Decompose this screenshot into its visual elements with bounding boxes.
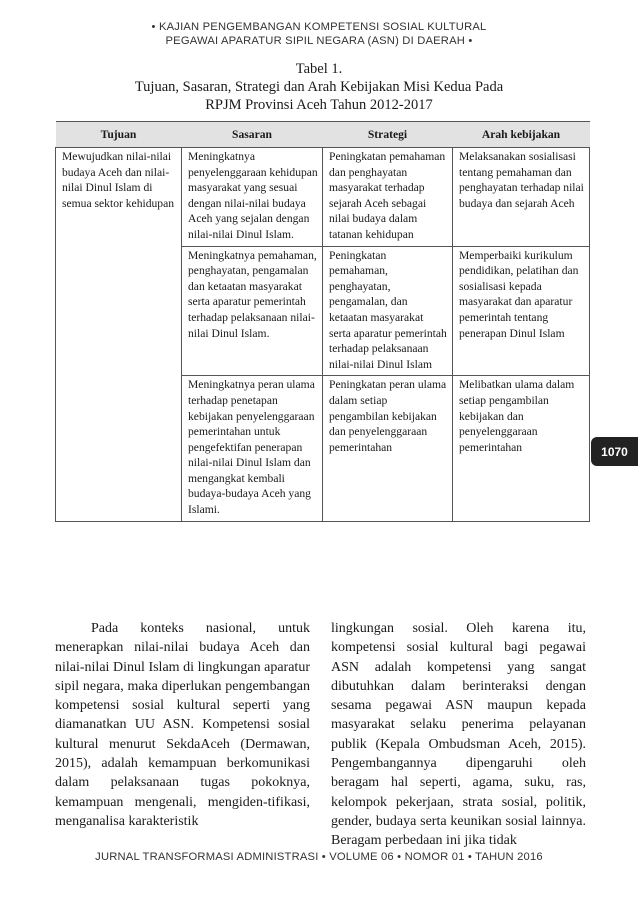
table-row <box>56 148 590 247</box>
cell-sasaran: Meningkatnya peran ulama terhadap penetapan kebijakan penyelenggaraan pemerintahan untuk pengefektifan penerapan nilai-nilai Dinul Islam dan mengangkat kembali budaya-budaya Aceh yang Islami. <box>182 376 323 521</box>
body-paragraph-left: Pada konteks nasional, untuk menerapkan nilai-nilai budaya Aceh dan nilai-nilai Dinul Islam di lingkungan aparatur sipil negara, maka diperlukan pengembangan kompetensi sosial kultural seperti yang diamanatkan UU ASN. Kompetensi sosial kultural menurut SekdaAceh (Dermawan, 2015), adalah kemampuan berkomunikasi dalam pelaksanaan tugas pokoknya, kemampuan mengenali, mengiden-tifikasi, menganalisa karakteristik <box>55 621 310 829</box>
body-column-right <box>331 619 586 851</box>
cell-strategi: Peningkatan pemahaman dan penghayatan masyarakat terhadap sejarah Aceh sebagai nilai budaya dalam tatanan kehidupan <box>323 148 453 247</box>
cell-arah: Memperbaiki kurikulum pendidikan, pelatihan dan sosialisasi kepada masyarakat dan aparatur pemerintah tentang penerapan Dinul Islam <box>453 246 590 376</box>
table-title-line-2: RPJM Provinsi Aceh Tahun 2012-2017 <box>205 97 433 113</box>
table-label: Tabel 1. <box>295 61 343 77</box>
table-caption <box>0 60 638 114</box>
policy-table <box>55 121 590 522</box>
running-footer: JURNAL TRANSFORMASI ADMINISTRASI • VOLUME 06 • NOMOR 01 • TAHUN 2016 <box>95 851 543 863</box>
cell-strategi: Peningkatan peran ulama dalam setiap pengambilan kebijakan dan penyelenggaraan pemerintahan <box>323 376 453 521</box>
header-arah-kebijakan: Arah kebijakan <box>453 122 590 148</box>
body-paragraph-right: lingkungan sosial. Oleh karena itu, kompetensi sosial kultural bagi pegawai ASN adalah kompetensi yang sangat dibutuhkan dalam berinteraksi dengan sesama pegawai ASN maupun kepada masyarakat selaku penerima pelayanan publik (Kepala Ombudsman Aceh, 2015). Pengembangannya dipengaruhi oleh beragam hal seperti, agama, suku, ras, kelompok pekerjaan, strata sosial, politik, gender, budaya serta keunikan sosial lainnya. Beragam perbedaan ini jika tidak <box>331 621 586 849</box>
header-tujuan: Tujuan <box>56 122 182 148</box>
body-column-left <box>55 619 310 831</box>
cell-sasaran: Meningkatnya pemahaman, penghayatan, pengamalan dan ketaatan masyarakat serta aparatur pemerintah terhadap pelaksanaan nilai-nilai Dinul Islam. <box>182 246 323 376</box>
page-number-tab: 1070 <box>591 437 638 466</box>
header-strategi: Strategi <box>323 122 453 148</box>
running-header <box>0 20 638 48</box>
cell-strategi: Peningkatan pemahaman, penghayatan, pengamalan, dan ketaatan masyarakat serta aparatur pemerintah terhadap pelaksanaan nilai-nilai Dinul Islam <box>323 246 453 376</box>
table-header-row <box>56 122 590 148</box>
running-header-line-2: PEGAWAI APARATUR SIPIL NEGARA (ASN) DI DAERAH • <box>165 35 473 47</box>
cell-sasaran: Meningkatnya penyelenggaraan kehidupan masyarakat yang sesuai dengan nilai-nilai budaya Aceh yang sejalan dengan nilai-nilai Dinul Islam. <box>182 148 323 247</box>
cell-arah: Melibatkan ulama dalam setiap pengambilan kebijakan dan penyelenggaraan pemerintahan <box>453 376 590 521</box>
cell-tujuan: Mewujudkan nilai-nilai budaya Aceh dan nilai-nilai Dinul Islam di semua sektor kehidupan <box>56 148 182 522</box>
running-header-line-1: • KAJIAN PENGEMBANGAN KOMPETENSI SOSIAL KULTURAL <box>151 21 487 33</box>
table-title-line-1: Tujuan, Sasaran, Strategi dan Arah Kebijakan Misi Kedua Pada <box>134 79 504 95</box>
header-sasaran: Sasaran <box>182 122 323 148</box>
cell-arah: Melaksanakan sosialisasi tentang pemahaman dan penghayatan terhadap nilai budaya dan sejarah Aceh <box>453 148 590 247</box>
